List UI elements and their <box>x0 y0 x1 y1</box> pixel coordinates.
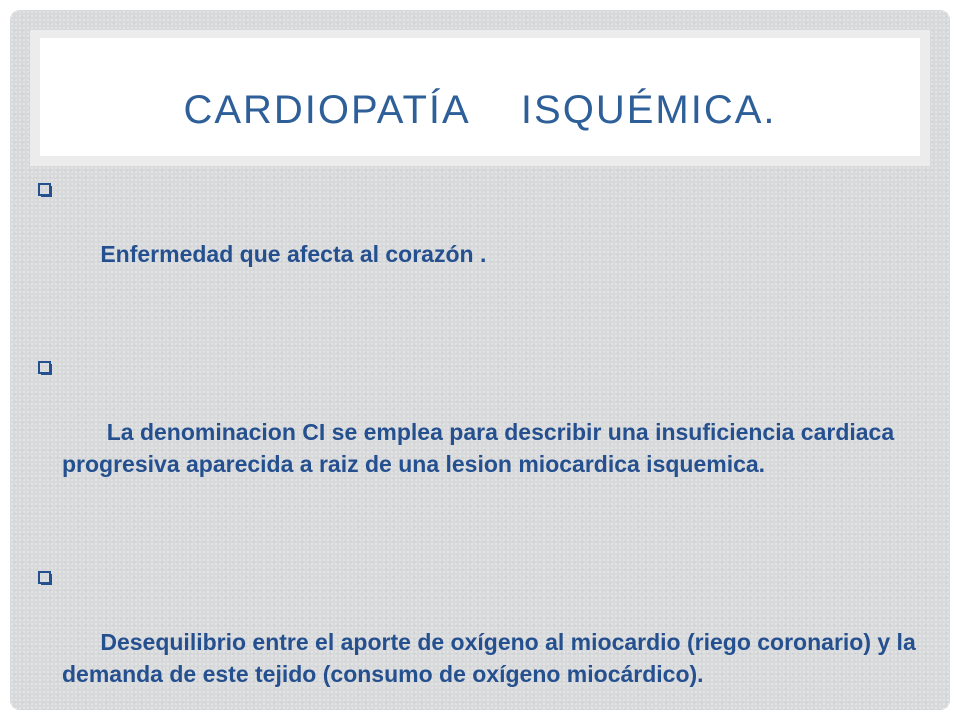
bullet-text: La denominacion CI se emplea para describir una insuficiencia cardiaca progresiva aparecida a raiz de una lesion miocardica isquemica. <box>62 419 901 477</box>
bullet-list <box>38 174 950 710</box>
bullet-text: Desequilibrio entre el aporte de oxígeno al miocardio (riego coronario) y la demanda de este tejido (consumo de oxígeno miocárdico). <box>62 629 923 687</box>
hollow-square-bullet-icon <box>38 361 52 375</box>
bullet-text: Enfermedad que afecta al corazón . <box>100 241 487 267</box>
hollow-square-bullet-icon <box>38 571 52 585</box>
slide-title: CARDIOPATÍA ISQUÉMICA. <box>183 88 777 132</box>
bullet-item <box>38 562 950 710</box>
hollow-square-bullet-icon <box>38 183 52 197</box>
bullet-item <box>38 352 950 512</box>
title-box <box>40 38 920 156</box>
slide <box>10 10 950 710</box>
bullet-item <box>38 174 950 302</box>
title-frame <box>30 30 930 166</box>
